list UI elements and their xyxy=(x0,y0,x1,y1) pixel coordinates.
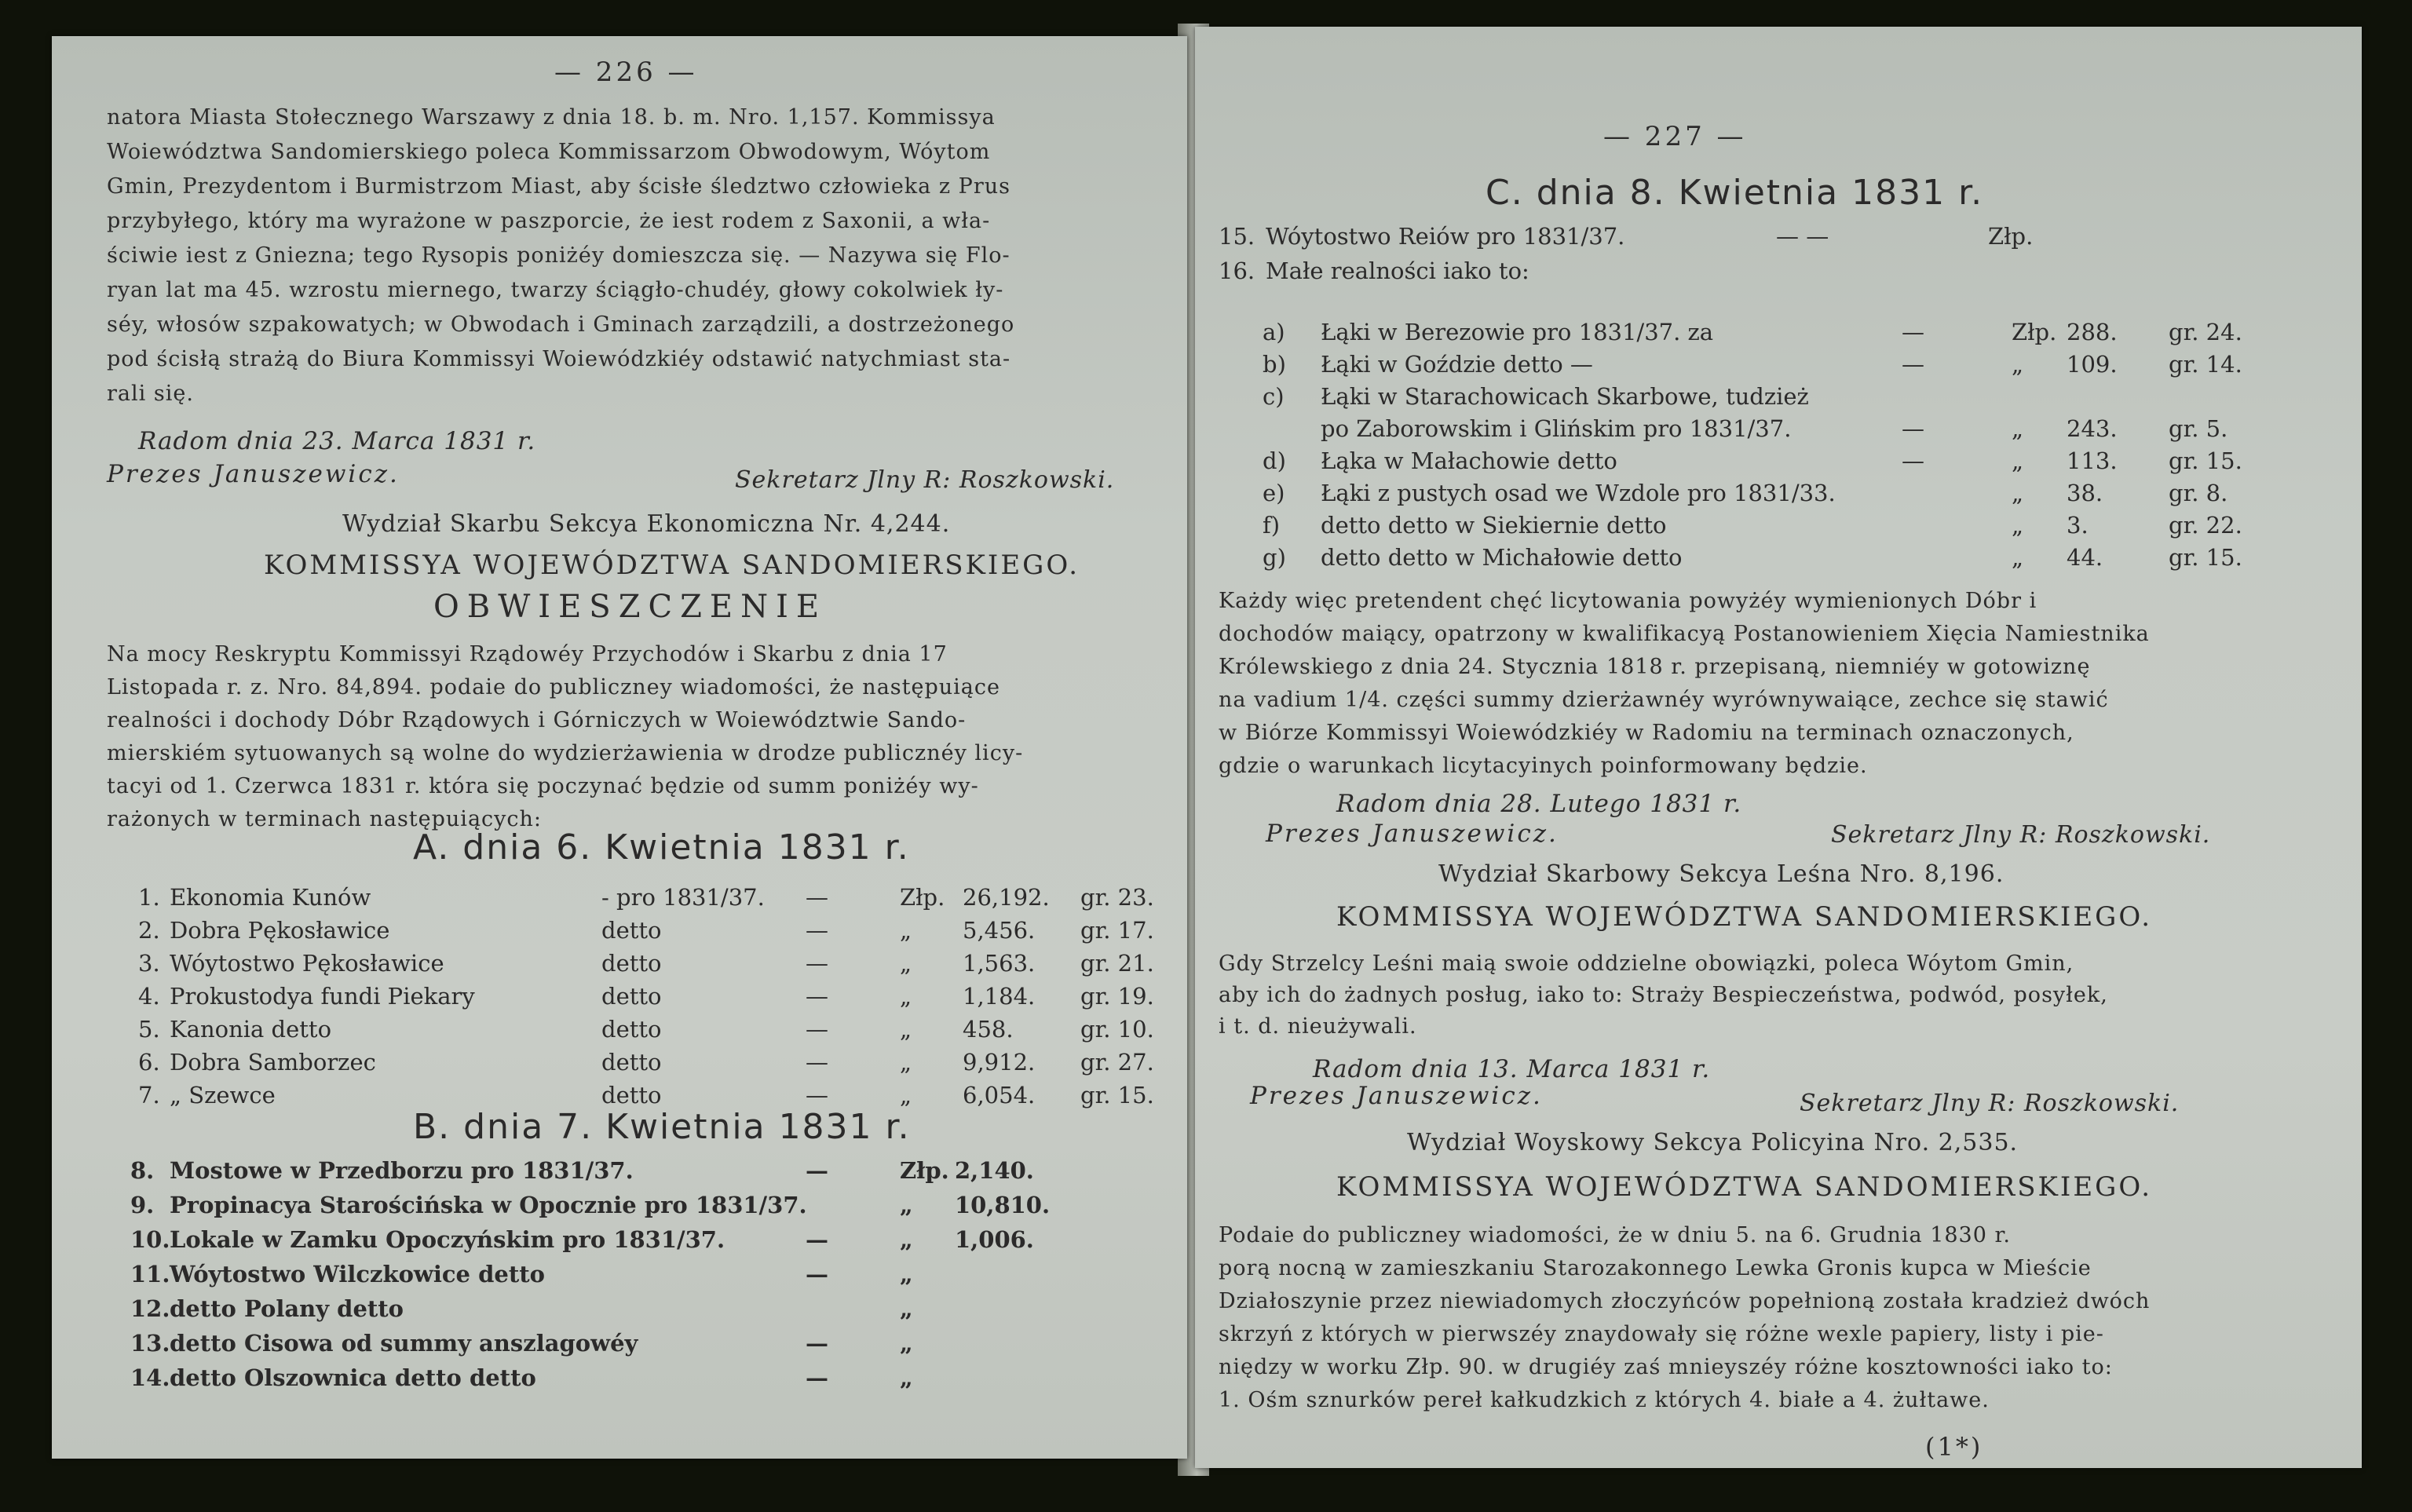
table-row: 6. Dobra Samborzec detto — „ 9,912. gr. 27. xyxy=(138,1049,1154,1076)
commission-heading: KOMMISSYA WOJEWÓDZTWA SANDOMIERSKIEGO. xyxy=(1336,901,2153,933)
table-row: 7. „ Szewce detto — „ 6,054. gr. 15. xyxy=(138,1082,1154,1108)
section-a-heading: A. dnia 6. Kwietnia 1831 r. xyxy=(413,827,910,867)
table-row: 4. Prokustodya fundi Piekary detto — „ 1,184. gr. 19. xyxy=(138,983,1154,1010)
department-heading: Wydział Skarbu Sekcya Ekonomiczna Nr. 4,244. xyxy=(342,510,951,538)
right-page xyxy=(1195,27,2362,1468)
table-row: 5. Kanonia detto detto — „ 458. gr. 10. xyxy=(138,1016,1154,1043)
footer-mark: (1*) xyxy=(1925,1432,1983,1462)
table-row: d) Łąka w Małachowie detto — „ 113. gr. 15. xyxy=(1263,447,2242,474)
table-row: 1. Ekonomia Kunów - pro 1831/37. — Złp. 26,192. gr. 23. xyxy=(138,884,1154,911)
table-row: 8. Mostowe w Przedborzu pro 1831/37. — Złp. 2,140. xyxy=(130,1157,1034,1184)
text-line: Królewskiego z dnia 24. Stycznia 1818 r. przepisaną, niemniéy w gotowiznę xyxy=(1219,655,2091,679)
text-line: tacyi od 1. Czerwca 1831 r. która się poczynać będzie od summ poniżéy wy- xyxy=(107,774,979,798)
table-row: 14. detto Olszownica detto detto — „ xyxy=(130,1364,913,1391)
text-line: na vadium 1/4. części summy dzierżawnéy wyrównywaiące, zechce się stawić xyxy=(1219,688,2109,712)
department-heading: Wydział Skarbowy Sekcya Leśna Nro. 8,196. xyxy=(1438,860,2005,888)
text-line: aby ich do żadnych posług, iako to: Straży Bespieczeństwa, podwód, posyłek, xyxy=(1219,983,2108,1007)
text-line: natora Miasta Stołecznego Warszawy z dnia 18. b. m. Nro. 1,157. Kommissya xyxy=(107,105,996,130)
department-heading: Wydział Woyskowy Sekcya Policyina Nro. 2,535. xyxy=(1407,1129,2019,1156)
notice-title: OBWIESZCZENIE xyxy=(433,589,828,625)
table-row: 13. detto Cisowa od summy anszlagowéy — „ xyxy=(130,1330,913,1357)
page-number: — 226 — xyxy=(554,57,698,88)
text-line: séy, włosów szpakowatych; w Obwodach i Gminach zarządzili, a dostrzeżonego xyxy=(107,312,1015,337)
text-line: skrzyń z których w pierwszéy znaydowały się różne wexle papiery, listy i pie- xyxy=(1219,1322,2104,1346)
section-c-heading: C. dnia 8. Kwietnia 1831 r. xyxy=(1486,173,1984,213)
text-line: dochodów maiący, opatrzony w kwalifikacyą Postanowieniem Xięcia Namiestnika xyxy=(1219,622,2150,646)
commission-heading: KOMMISSYA WOJEWÓDZTWA SANDOMIERSKIEGO. xyxy=(1336,1171,2153,1203)
table-row: b) Łąki w Goździe detto — — „ 109. gr. 14. xyxy=(1263,351,2242,378)
text-line: w Biórze Kommissyi Woiewódzkiéy w Radomiu na terminach oznaczonych, xyxy=(1219,721,2074,745)
signature-date: Radom dnia 23. Marca 1831 r. xyxy=(138,427,536,455)
table-row: 3. Wóytostwo Pękosławice detto — „ 1,563. gr. 21. xyxy=(138,950,1154,977)
text-line: przybyłego, który ma wyrażone w paszporcie, że iest rodem z Saxonii, a wła- xyxy=(107,209,991,233)
text-line: Listopada r. z. Nro. 84,894. podaie do publiczney wiadomości, że następuiące xyxy=(107,675,1000,699)
table-row: 12. detto Polany detto „ xyxy=(130,1295,913,1322)
text-line: rali się. xyxy=(107,382,194,406)
page-number: — 227 — xyxy=(1603,121,1747,152)
table-row: e) Łąki z pustych osad we Wzdole pro 1831/33. „ 38. gr. 8. xyxy=(1263,480,2228,506)
text-line: Gmin, Prezydentom i Burmistrzom Miast, aby ścisłe śledztwo człowieka z Prus xyxy=(107,174,1010,199)
signature-president: Prezes Januszewicz. xyxy=(1266,820,1559,848)
signature-secretary: Sekretarz Jlny R: Roszkowski. xyxy=(735,466,1115,494)
signature-secretary: Sekretarz Jlny R: Roszkowski. xyxy=(1800,1090,2180,1117)
text-line: i t. d. nieużywali. xyxy=(1219,1014,1417,1039)
text-line: porą nocną w zamieszkaniu Starozakonnego Lewka Gronis kupca w Mieście xyxy=(1219,1256,2092,1280)
text-line: Na mocy Reskryptu Kommissyi Rządowéy Przychodów i Skarbu z dnia 17 xyxy=(107,642,948,667)
section-b-heading: B. dnia 7. Kwietnia 1831 r. xyxy=(413,1107,911,1147)
table-row: 2. Dobra Pękosławice detto — „ 5,456. gr. 17. xyxy=(138,917,1154,944)
left-page xyxy=(52,36,1187,1459)
table-row: 9. Propinacya Starościńska w Opocznie pro 1831/37. „ 10,810. xyxy=(130,1192,1051,1218)
table-row: g) detto detto w Michałowie detto „ 44. gr. 15. xyxy=(1263,544,2242,571)
text-line: ryan lat ma 45. wzrostu miernego, twarzy ściągło-chudéy, głowy cokolwiek ły- xyxy=(107,278,1004,302)
text-line: pod ścisłą strażą do Biura Kommissyi Woiewódzkiéy odstawić natychmiast sta- xyxy=(107,347,1011,371)
signature-secretary: Sekretarz Jlny R: Roszkowski. xyxy=(1831,821,2211,849)
text-line: gdzie o warunkach licytacyinych poinformowany będzie. xyxy=(1219,754,1868,778)
text-line: ściwie iest z Gniezna; tego Rysopis poniżéy domieszcza się. — Nazywa się Flo- xyxy=(107,243,1010,268)
text-line: rażonych w terminach następuiących: xyxy=(107,807,543,831)
table-row: f) detto detto w Siekiernie detto „ 3. gr. 22. xyxy=(1263,512,2242,539)
text-line: Każdy więc pretendent chęć licytowania powyżéy wymienionych Dóbr i xyxy=(1219,589,2037,613)
text-line: niędzy w worku Złp. 90. w drugiéy zaś mnieyszéy różne kosztowności iako to: xyxy=(1219,1355,2113,1379)
table-row: po Zaborowskim i Glińskim pro 1831/37. — „ 243. gr. 5. xyxy=(1321,415,2228,442)
list-item: 15. Wóytostwo Reiów pro 1831/37. — — Złp. xyxy=(1219,223,2034,250)
text-line: Podaie do publiczney wiadomości, że w dniu 5. na 6. Grudnia 1830 r. xyxy=(1219,1223,2012,1247)
text-line: Woiewództwa Sandomierskiego poleca Kommissarzom Obwodowym, Wóytom xyxy=(107,140,991,164)
text-line: mierskiém sytuowanych są wolne do wydzierżawienia w drodze publicznéy licy- xyxy=(107,741,1024,765)
text-line: realności i dochody Dóbr Rządowych i Górniczych w Woiewództwie Sando- xyxy=(107,708,967,732)
text-line: 1. Ośm sznurków pereł kałkudzkich z których 4. białe a 4. żułtawe. xyxy=(1219,1388,1990,1412)
signature-president: Prezes Januszewicz. xyxy=(1250,1082,1543,1110)
table-row: 11. Wóytostwo Wilczkowice detto — „ xyxy=(130,1261,913,1287)
signature-date: Radom dnia 28. Lutego 1831 r. xyxy=(1336,790,1742,818)
text-line: Działoszynie przez niewiadomych złoczyńców popełnioną została kradzież dwóch xyxy=(1219,1289,2151,1313)
list-item: 16. Małe realności iako to: xyxy=(1219,257,1529,284)
table-row: c) Łąki w Starachowicach Skarbowe, tudzież xyxy=(1263,383,1809,410)
signature-president: Prezes Januszewicz. xyxy=(107,460,400,488)
text-line: Gdy Strzelcy Leśni maią swoie oddzielne obowiązki, poleca Wóytom Gmin, xyxy=(1219,951,2074,976)
table-row: a) Łąki w Berezowie pro 1831/37. za — Złp. 288. gr. 24. xyxy=(1263,319,2242,345)
commission-heading: KOMMISSYA WOJEWÓDZTWA SANDOMIERSKIEGO. xyxy=(264,550,1080,581)
signature-date: Radom dnia 13. Marca 1831 r. xyxy=(1313,1055,1711,1083)
table-row: 10. Lokale w Zamku Opoczyńskim pro 1831/37. — „ 1,006. xyxy=(130,1226,1034,1253)
